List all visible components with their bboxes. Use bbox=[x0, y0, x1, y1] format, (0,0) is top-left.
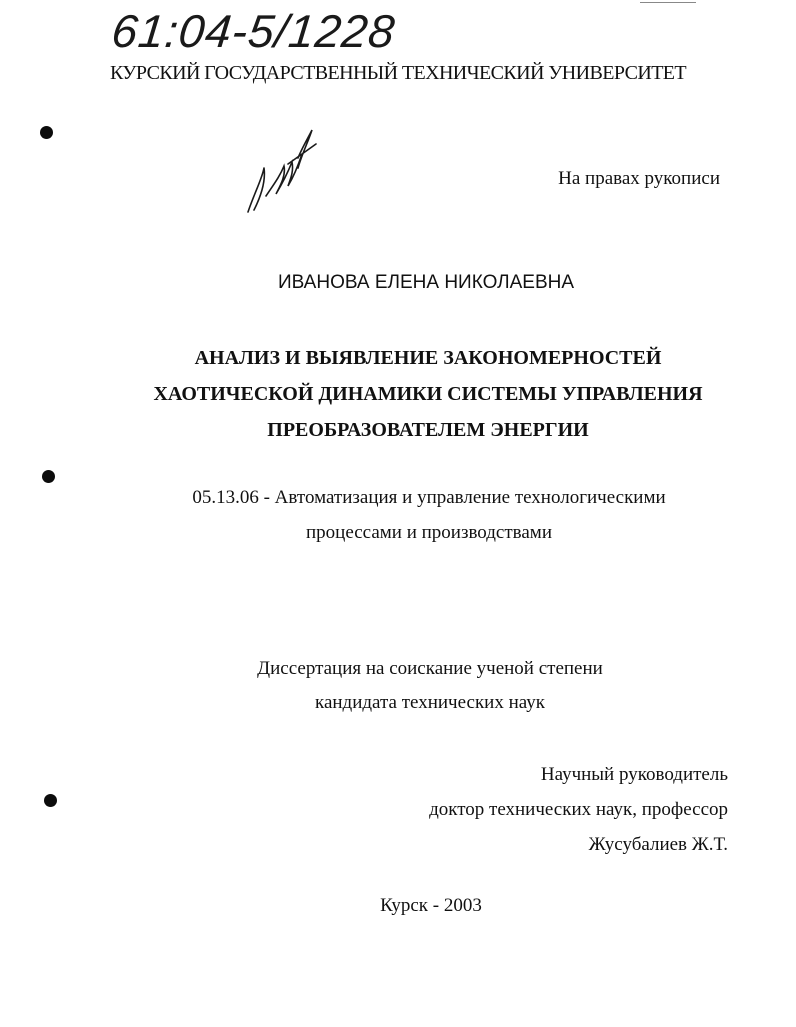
rights-note: На правах рукописи bbox=[558, 168, 720, 189]
supervisor-block bbox=[429, 757, 728, 862]
binding-hole-dot-1 bbox=[40, 126, 53, 139]
degree-statement bbox=[0, 652, 796, 720]
handwritten-signature bbox=[240, 124, 320, 220]
supervisor-degree: доктор технических наук, профессор bbox=[429, 799, 728, 820]
handwritten-catalog-number: 61:04-5/1228 bbox=[109, 5, 398, 57]
supervisor-label: Научный руководитель bbox=[540, 764, 728, 785]
scan-edge-line bbox=[640, 2, 696, 3]
degree-line: кандидата технических наук bbox=[315, 692, 545, 713]
binding-hole-dot-3 bbox=[44, 794, 57, 807]
degree-line: Диссертация на соискание ученой степени bbox=[257, 658, 603, 679]
specialty-line: 05.13.06 - Автоматизация и управление технологическими bbox=[192, 487, 666, 508]
city-year: Курск - 2003 bbox=[380, 895, 482, 916]
title-line: АНАЛИЗ И ВЫЯВЛЕНИЕ ЗАКОНОМЕРНОСТЕЙ bbox=[194, 347, 662, 369]
supervisor-name: Жусубалиев Ж.Т. bbox=[588, 834, 728, 855]
specialty bbox=[0, 480, 796, 550]
title-line: ПРЕОБРАЗОВАТЕЛЕМ ЭНЕРГИИ bbox=[267, 419, 589, 441]
author-name: ИВАНОВА ЕЛЕНА НИКОЛАЕВНА bbox=[277, 272, 575, 293]
dissertation-title bbox=[0, 340, 796, 448]
specialty-line: процессами и производствами bbox=[305, 522, 553, 543]
university-name: КУРСКИЙ ГОСУДАРСТВЕННЫЙ ТЕХНИЧЕСКИЙ УНИВЕРСИТЕТ bbox=[109, 62, 687, 84]
title-line: ХАОТИЧЕСКОЙ ДИНАМИКИ СИСТЕМЫ УПРАВЛЕНИЯ bbox=[153, 383, 703, 405]
